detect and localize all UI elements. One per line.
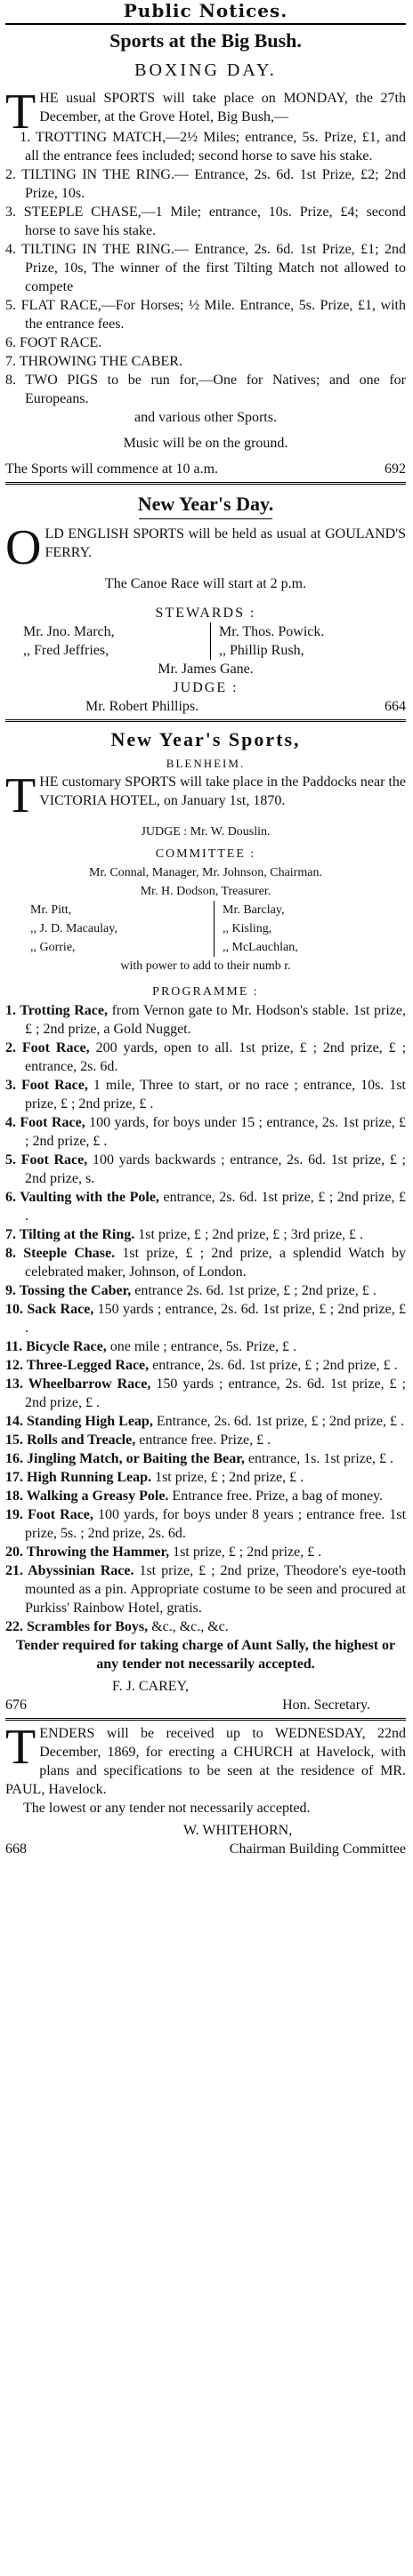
signature-line [5, 1840, 406, 1858]
steward-name: ,, Phillip Rush, [219, 643, 304, 658]
notice-church-tenders [5, 1720, 406, 1858]
stewards-label: STEWARDS : [155, 606, 256, 621]
programme-item: 8. Steeple Chase. 1st prize, £ ; 2nd prize, a splendid Watch by celebrated maker, Johnson, of London. [5, 1246, 407, 1280]
committee-member: ,, Kisling, [223, 922, 272, 935]
drop-cap: T [5, 1720, 36, 1775]
programme-item: 4. Foot Race, 100 yards, for boys under 15 ; entrance, 2s. 1st prize, £ ; 2nd prize, £ . [5, 1115, 407, 1149]
steward-name: ,, Fred Jeffries, [23, 643, 109, 658]
programme-item: 18. Walking a Greasy Pole. Entrance free. Prize, a bag of money. [5, 1489, 384, 1504]
committee-member: ,, Gorrie, [30, 941, 76, 954]
notice-number: 668 [5, 1842, 27, 1857]
judge-name: Mr. Robert Phillips. [85, 699, 199, 714]
programme-item: 11. Bicycle Race, one mile ; entrance, 5s. Prize, £ . [5, 1339, 297, 1354]
notice-separator [5, 482, 406, 485]
notice-new-years-day [5, 492, 406, 716]
signature-name: W. WHITEHORN, [183, 1823, 293, 1838]
notice-place: BLENHEIM. [166, 757, 246, 770]
signature-line [5, 1696, 406, 1714]
programme-label: PROGRAMME : [152, 985, 259, 999]
programme-item: 5. Foot Race, 100 yards backwards ; entrance, 2s. 6d. 1st prize, £ ; 2nd prize, s. [5, 1152, 407, 1186]
notice-number: 676 [5, 1697, 27, 1713]
committee-line: Mr. Connal, Manager, Mr. Johnson, Chairman. [89, 866, 322, 879]
programme-item: 16. Jingling Match, or Baiting the Bear, entrance, 1s. 1st prize, £ . [5, 1451, 393, 1466]
programme-item: 20. Throwing the Hammer, 1st prize, £ ; 2nd prize, £ . [5, 1545, 322, 1560]
notice-title: New Year's Sports, [110, 728, 301, 750]
event-item: 6. FOOT RACE. [5, 335, 102, 350]
event-item: 3. STEEPLE CHASE,—1 Mile; entrance, 10s. Prize, £4; second horse to save his stake. [5, 205, 406, 238]
steward-name: Mr. James Gane. [158, 662, 254, 677]
masthead-rule [5, 23, 406, 25]
title-rule [139, 518, 272, 519]
programme-item: 19. Foot Race, 100 yards, for boys under 8 years ; entrance free. 1st prize, 5s. ; 2nd prize, 2s. 6d. [5, 1507, 407, 1541]
programme-item: 17. High Running Leap. 1st prize, £ ; 2nd prize, £ . [5, 1470, 304, 1485]
notice-separator [5, 719, 406, 722]
tender-note: Tender required for taking charge of Aunt Sally, the highest or any tender not necessarily accepted. [15, 1638, 396, 1672]
notice-separator [5, 1718, 406, 1721]
programme-item: 3. Foot Race, 1 mile, Three to start, or no race ; entrance, 10s. 1st prize, £ ; 2nd prize, £ . [5, 1078, 406, 1111]
stewards-list [5, 622, 406, 660]
programme-list [5, 1001, 406, 1636]
event-item: 2. TILTING IN THE RING.— Entrance, 2s. 6d. 1st Prize, £2; 2nd Prize, 10s. [5, 167, 406, 201]
drop-cap: O [5, 520, 42, 575]
programme-item: 6. Vaulting with the Pole, entrance, 2s. 6d. 1st prize, £ ; 2nd prize, £ . [5, 1190, 407, 1224]
committee-line: Mr. H. Dodson, Treasurer. [140, 885, 271, 898]
event-item: 8. TWO PIGS to be run for,—One for Natives; and one for Europeans. [5, 373, 406, 406]
event-item: 1. TROTTING MATCH,—2½ Miles; entrance, 5s. Prize, £1, and all the entrance fees included; second horse to save his stake. [20, 130, 406, 164]
judge-label: JUDGE : [173, 680, 239, 695]
other-sports: and various other Sports. [134, 410, 277, 425]
event-item: 4. TILTING IN THE RING.— Entrance, 2s. 6d. 1st Prize, £1; 2nd Prize, 10s, The winner of the first Tilting Match not allowed to compete [5, 242, 406, 294]
notice-big-bush-sports [5, 28, 406, 478]
notice-intro [5, 1720, 406, 1799]
programme-item: 7. Tilting at the Ring. 1st prize, £ ; 2nd prize, £ ; 3rd prize, £ . [5, 1227, 364, 1242]
music-note: Music will be on the ground. [123, 436, 288, 451]
programme-item: 1. Trotting Race, from Vernon gate to Mr. Hodson's stable. 1st prize, £ ; 2nd prize, a Gold Nugget. [5, 1003, 407, 1037]
programme-item: 14. Standing High Leap, Entrance, 2s. 6d. 1st prize, £ ; 2nd prize, £ . [5, 1414, 404, 1429]
notice-new-years-sports [5, 727, 406, 1714]
notice-number: 664 [385, 699, 406, 714]
canoe-race-note: The Canoe Race will start at 2 p.m. [104, 576, 307, 591]
section-masthead: Public Notices. [123, 0, 288, 21]
steward-name: Mr. Jno. March, [23, 624, 115, 639]
intro-text: ENDERS will be received up to WEDNESDAY, 22nd December, 1869, for erecting a CHURCH at Havelock, with plans and specifications to be seen at the residence of MR. PAUL, Havelock. [5, 1726, 406, 1797]
drop-cap: T [5, 768, 36, 823]
committee-member: ,, J. D. Macaulay, [30, 922, 117, 935]
event-item: 7. THROWING THE CABER. [5, 354, 182, 369]
intro-text: HE customary SPORTS will take place in the Paddocks near the VICTORIA HOTEL, on January 1st, 1870. [39, 774, 406, 808]
notice-intro [5, 84, 406, 140]
programme-item: 15. Rolls and Treacle, entrance free. Prize, £ . [5, 1432, 271, 1448]
committee-list [5, 901, 406, 957]
committee-power: with power to add to their numb r. [120, 959, 291, 973]
intro-text: HE usual SPORTS will take place on MONDAY, the 27th December, at the Grove Hotel, Big Bush,— [39, 91, 406, 124]
signature-title: Chairman Building Committee [229, 1842, 406, 1857]
committee-label: COMMITTEE : [155, 847, 256, 861]
judge-line: JUDGE : Mr. W. Douslin. [141, 825, 271, 839]
notice-title: Sports at the Big Bush. [109, 29, 302, 52]
committee-member: ,, McLauchlan, [223, 941, 298, 954]
notice-number: 692 [385, 461, 406, 477]
drop-cap: T [5, 84, 36, 140]
notice-intro [5, 768, 406, 823]
signature-title: Hon. Secretary. [282, 1697, 370, 1713]
programme-item: 10. Sack Race, 150 yards ; entrance, 2s. 6d. 1st prize, £ ; 2nd prize, £ . [5, 1302, 407, 1336]
commence-line [5, 460, 406, 478]
committee-member: Mr. Pitt, [30, 903, 72, 917]
notice-title: New Year's Day. [137, 493, 274, 515]
commence-text: The Sports will commence at 10 a.m. [5, 461, 219, 477]
programme-item: 9. Tossing the Caber, entrance 2s. 6d. 1st prize, £ ; 2nd prize, £ . [5, 1283, 377, 1298]
programme-item: 21. Abyssinian Race. 1st prize, £ ; 2nd prize, Theodore's eye-tooth mounted as a pin. Appropriate costume to be seen and procured at Purkiss' Rainbow Hotel, gratis. [5, 1563, 407, 1616]
judge-line [5, 697, 406, 716]
notice-intro [5, 520, 406, 575]
notice-subtitle: BOXING DAY. [134, 60, 277, 80]
programme-item: 2. Foot Race, 200 yards, open to all. 1st prize, £ ; 2nd prize, £ ; entrance, 2s. 6d. [5, 1040, 407, 1074]
lowest-tender-note: The lowest or any tender not necessarily accepted. [23, 1801, 311, 1816]
event-item: 5. FLAT RACE,—For Horses; ½ Mile. Entrance, 5s. Prize, £1, with the entrance fees. [5, 298, 406, 332]
programme-item: 22. Scrambles for Boys, &c., &c., &c. [5, 1619, 229, 1634]
programme-item: 12. Three-Legged Race, entrance, 2s. 6d. 1st prize, £ ; 2nd prize, £ . [5, 1358, 398, 1373]
programme-item: 13. Wheelbarrow Race, 150 yards ; entrance, 2s. 6d. 1st prize, £ ; 2nd prize, £ . [5, 1376, 406, 1410]
signature-name: F. J. CAREY, [112, 1679, 190, 1694]
steward-name: Mr. Thos. Powick. [219, 624, 325, 639]
intro-text: LD ENGLISH SPORTS will be held as usual at GOULAND'S FERRY. [45, 526, 406, 560]
committee-member: Mr. Barclay, [223, 903, 285, 917]
